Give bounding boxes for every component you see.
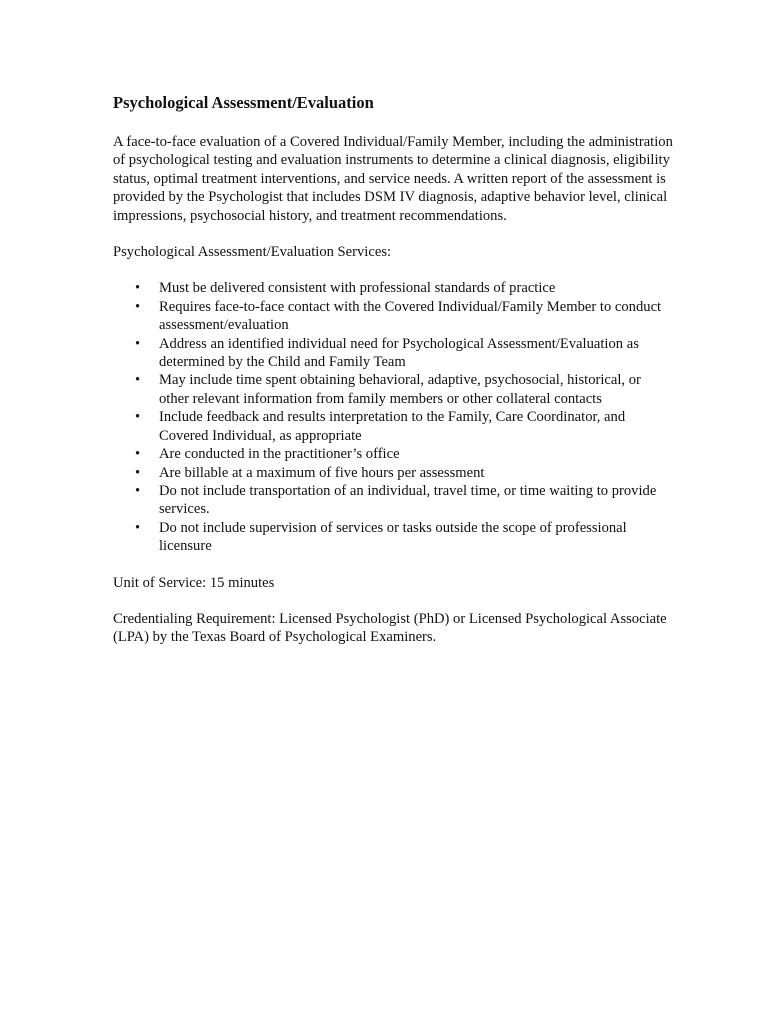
list-item [113,408,673,445]
list-item [113,279,673,297]
list-item-text: Requires face-to-face contact with the Covered Individual/Family Member to conduct assessment/evaluation [159,298,662,334]
list-item-text: Do not include transportation of an individual, travel time, or time waiting to provide services. [159,482,657,518]
list-item [113,445,673,463]
intro-paragraph: A face-to-face evaluation of a Covered Individual/Family Member, including the administration of psychological testing and evaluation instruments to determine a clinical diagnosis, eligibility status, optimal treatment interventions, and service needs. A written report of the assessment is provided by the Psychologist that includes DSM IV diagnosis, adaptive behavior level, clinical impressions, psychosocial history, and treatment recommendations. [113,134,673,224]
bullet-icon: • [135,482,141,499]
bullet-icon: • [135,464,141,481]
list-item [113,464,673,482]
services-list [113,279,673,555]
bullet-icon: • [135,519,141,536]
bullet-icon: • [135,335,141,352]
bullet-icon: • [135,280,141,297]
unit-of-service: Unit of Service: 15 minutes [113,574,275,591]
list-item [113,482,673,519]
list-item [113,335,673,372]
list-item-text: May include time spent obtaining behavioral, adaptive, psychosocial, historical, or other relevant information from family members or other collateral contacts [159,372,641,407]
list-item-text: Are billable at a maximum of five hours per assessment [159,464,485,481]
bullet-icon: • [135,409,141,426]
list-item [113,298,673,335]
list-item-text: Include feedback and results interpretation to the Family, Care Coordinator, and Covered Individual, as appropriate [159,409,626,444]
list-item [113,519,673,556]
document-page [113,93,673,665]
list-item-text: Do not include supervision of services or tasks outside the scope of professional licensure [159,519,627,555]
list-item-text: Must be delivered consistent with professional standards of practice [159,280,556,297]
list-item [113,371,673,408]
list-item-text: Are conducted in the practitioner’s office [159,446,400,463]
bullet-icon: • [135,446,141,463]
bullet-icon: • [135,298,141,315]
services-heading: Psychological Assessment/Evaluation Services: [113,244,392,261]
list-item-text: Address an identified individual need for Psychological Assessment/Evaluation as determined by the Child and Family Team [159,335,639,371]
credentialing-requirement: Credentialing Requirement: Licensed Psychologist (PhD) or Licensed Psychological Associate (LPA) by the Texas Board of Psychological Examiners. [113,610,667,646]
document-title: Psychological Assessment/Evaluation [113,93,374,112]
bullet-icon: • [135,372,141,389]
